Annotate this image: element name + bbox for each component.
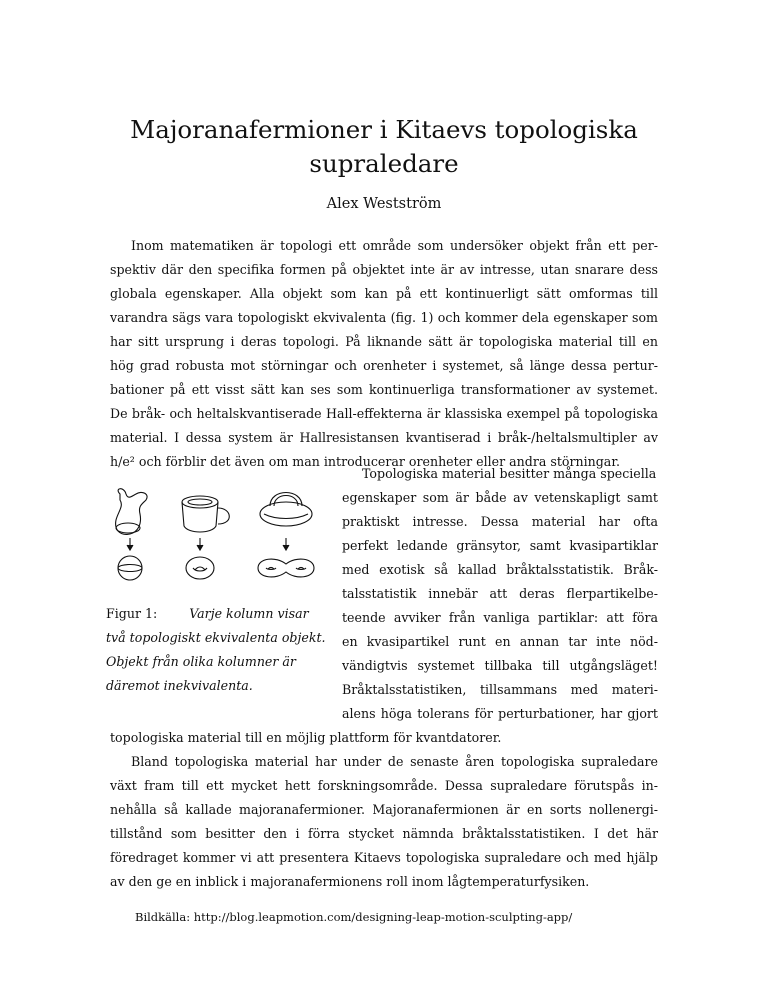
arrow-down-icon (197, 538, 203, 550)
caption-line-4: däremot inekvivalenta. (106, 678, 253, 693)
text-line: nehålla så kallade majoranafermioner. Majoranafermionen är en sorts nollenergi- (110, 802, 658, 817)
text-line: tillstånd som besitter den i förra stycket nämnda bråktalsstatistiken. I det här (110, 826, 658, 841)
torus-icon (186, 557, 214, 579)
text-line: med exotisk så kallad bråktalsstatistik. Bråk- (342, 562, 658, 577)
text-line: hög grad robusta mot störningar och orenheter i systemet, så länge dessa pertur- (110, 358, 658, 373)
text-line: Bland topologiska material har under de senaste åren topologiska supraledare (131, 754, 658, 769)
text-line: Inom matematiken är topologi ett område som undersöker objekt från ett per- (131, 238, 658, 253)
text-line: perfekt ledande gränsytor, samt kvasipartiklar (342, 538, 658, 553)
arrow-down-icon (127, 538, 133, 550)
author: Alex Westström (326, 196, 442, 212)
text-line: material. I dessa system är Hallresistansen kvantiserad i bråk-/heltalsmultipler av (110, 430, 658, 445)
caption-line-3: Objekt från olika kolumner är (106, 654, 296, 669)
arrow-down-icon (283, 538, 289, 550)
caption-line-2: två topologiskt ekvivalenta objekt. (106, 630, 326, 645)
image-source-footnote: Bildkälla: http://blog.leapmotion.com/designing-leap-motion-sculpting-app/ (135, 910, 573, 924)
cup-icon (182, 496, 229, 532)
text-line: en kvasipartikel runt en annan tar inte nöd- (342, 634, 658, 649)
text-line: varandra sägs vara topologiskt ekvivalenta (fig. 1) och kommer dela egenskaper som (110, 310, 658, 325)
disc-with-handles-icon (260, 493, 312, 527)
page-title (90, 113, 678, 181)
text-line: har sitt ursprung i deras topologi. På liknande sätt är topologiska material till en (110, 334, 658, 349)
text-line: h/e² och förblir det även om man introducerar orenheter eller andra störningar. (110, 454, 620, 469)
text-line: topologiska material till en möjlig plattform för kvantdatorer. (110, 730, 502, 745)
sphere-icon (118, 556, 142, 580)
text-line: vändigtvis systemet tillbaka till utgångsläget! (342, 658, 658, 673)
figure-topology (106, 484, 328, 588)
text-line: egenskaper som är både av vetenskapligt samt (342, 490, 658, 505)
text-line: Bråktalsstatistiken, tillsammans med materi- (342, 682, 658, 697)
caption-label: Figur 1: (106, 606, 158, 621)
text-line: Topologiska material besitter många speciella (362, 466, 657, 481)
text-line: praktiskt intresse. Dessa material har ofta (342, 514, 658, 529)
text-line: globala egenskaper. Alla objekt som kan på ett kontinuerligt sätt omformas till (110, 286, 658, 301)
text-line: talsstatistik innebär att deras flerpartikelbe- (342, 586, 658, 601)
title-line-1: Majoranafermioner i Kitaevs topologiska (130, 115, 638, 144)
text-line: teende avviker från vanliga partiklar: att föra (342, 610, 658, 625)
caption-line-1: Varje kolumn visar (189, 606, 309, 621)
figure-caption (106, 606, 309, 621)
title-line-2: supraledare (309, 149, 459, 178)
text-line: växt fram till ett mycket hett forskningsområde. Dessa supraledare förutspås in- (110, 778, 658, 793)
blob-icon (116, 489, 147, 535)
text-line: De bråk- och heltalskvantiserade Hall-effekterna är klassiska exempel på topologiska (110, 406, 658, 421)
text-line: av den ge en inblick i majoranafermionens roll inom lågtemperaturfysiken. (110, 874, 590, 889)
text-line: föredraget kommer vi att presentera Kitaevs topologiska supraledare och med hjälp (110, 850, 658, 865)
double-torus-icon (258, 559, 314, 577)
text-line: bationer på ett visst sätt kan ses som kontinuerliga transformationer av systemet. (110, 382, 658, 397)
text-line: spektiv där den specifika formen på objektet inte är av intresse, utan snarare dess (110, 262, 658, 277)
text-line: alens höga tolerans för perturbationer, har gjort (342, 706, 658, 721)
